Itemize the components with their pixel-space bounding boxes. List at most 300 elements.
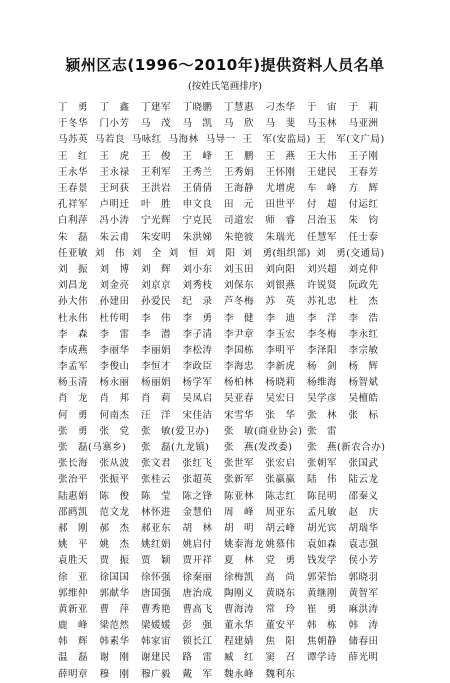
- person-name: 李 森: [58, 328, 89, 340]
- person-name: 李 伟: [141, 312, 172, 324]
- person-name: 张国武: [348, 458, 379, 470]
- person-name: 王春景: [58, 183, 89, 195]
- person-name: 魏永峰: [224, 668, 255, 680]
- person-name: 陈昆明: [307, 490, 338, 502]
- person-name: 马导一: [205, 134, 236, 146]
- person-name: 郭荣怡: [307, 571, 338, 583]
- name-row: [58, 472, 390, 488]
- person-name: 贾开祥: [182, 555, 213, 567]
- name-row: [58, 408, 390, 424]
- person-name: 唐国强: [141, 587, 172, 599]
- name-row: [58, 310, 390, 326]
- person-name: 陈之锋: [182, 490, 213, 502]
- person-name: 申文良: [182, 199, 213, 211]
- person-name: 侯小芳: [348, 555, 379, 567]
- person-name: 于冬华: [58, 118, 89, 130]
- name-row: [58, 650, 390, 666]
- name-row: [58, 132, 390, 148]
- person-name: 肖 龙: [58, 393, 89, 405]
- name-row: [58, 213, 390, 229]
- person-name: 马若良: [94, 134, 125, 146]
- person-name: 张长海: [58, 458, 89, 470]
- person-name: 苏 英: [265, 296, 296, 308]
- person-name: 杨晓莉: [265, 377, 296, 389]
- person-name: 袁胜天: [58, 555, 89, 567]
- person-name: 王 鹏: [224, 150, 255, 162]
- person-name: 魏利东: [265, 668, 296, 680]
- person-name: 陈 俊: [99, 490, 130, 502]
- person-name: 马 茂: [141, 118, 172, 130]
- person-name: 马海林: [168, 134, 199, 146]
- person-name: 高 尚: [265, 571, 296, 583]
- person-name: 夏 林: [224, 555, 255, 567]
- person-name: 王 军(安监局): [242, 134, 311, 146]
- person-name: 刘向阳: [265, 263, 296, 275]
- person-name: 任士泰: [348, 231, 379, 243]
- person-name: 王海静: [224, 183, 255, 195]
- person-name: 郝 杰: [99, 522, 130, 534]
- person-name: 常 玲: [265, 603, 296, 615]
- person-name: 袁志强: [348, 539, 379, 551]
- person-name: 王 虎: [99, 150, 130, 162]
- name-row: [58, 618, 390, 634]
- person-name: 彭 强: [182, 620, 213, 632]
- person-name: 谢 刚: [99, 652, 130, 664]
- person-name: 朱 磊: [58, 231, 89, 243]
- name-row: [58, 537, 390, 553]
- person-name: 薛明章: [58, 668, 89, 680]
- person-name: 王永禄: [99, 166, 130, 178]
- person-name: 朱安明: [141, 231, 172, 243]
- name-row: [58, 165, 390, 181]
- name-row: [58, 553, 390, 569]
- person-name: 张 勇: [58, 425, 89, 437]
- person-name: 司道宏: [224, 215, 255, 227]
- person-name: 汪 洋: [141, 409, 172, 421]
- person-name: 马 欣: [224, 118, 255, 130]
- person-name: 丁建军: [141, 102, 172, 114]
- person-name: 周亚东: [265, 506, 296, 518]
- name-row: [58, 327, 390, 343]
- person-name: 徐梅凯: [224, 571, 255, 583]
- person-name: 孟凡敏: [307, 506, 338, 518]
- person-name: 马咏红: [131, 134, 162, 146]
- person-name: 付 超: [307, 199, 338, 211]
- person-name: 肖 莉: [141, 393, 172, 405]
- person-name: 林怀进: [141, 506, 172, 518]
- person-name: 张 标: [348, 409, 379, 421]
- person-name: 徐秦丽: [182, 571, 213, 583]
- person-name: 吴檀皓: [348, 393, 379, 405]
- person-name: 臧 红: [224, 652, 255, 664]
- person-name: 丁慧惠: [224, 102, 255, 114]
- name-row: [58, 149, 390, 165]
- person-name: 韩 辉: [58, 636, 89, 648]
- person-name: 杨柏林: [224, 377, 255, 389]
- person-name: 曹 萍: [99, 603, 130, 615]
- person-name: 胡瑞华: [348, 522, 379, 534]
- person-name: 张红飞: [182, 458, 213, 470]
- person-name: 方 辉: [348, 183, 379, 195]
- person-name: 宋雪华: [224, 409, 255, 421]
- person-name: 刘保东: [224, 280, 255, 292]
- person-name: 胡 明: [224, 522, 255, 534]
- person-name: 刘昌龙: [58, 280, 89, 292]
- person-name: 焦朝静: [307, 636, 338, 648]
- person-name: 董安平: [265, 620, 296, 632]
- person-name: 杨丽娟: [141, 377, 172, 389]
- person-name: 张超英: [182, 474, 213, 486]
- person-name: 张世军: [224, 458, 255, 470]
- page-title: 颍州区志(1996～2010年)提供资料人员名单: [65, 56, 385, 74]
- person-name: 张治平: [58, 474, 89, 486]
- person-name: 杨 辉: [348, 361, 379, 373]
- person-name: 朱 钧: [348, 215, 379, 227]
- person-name: 胡 林: [182, 522, 213, 534]
- person-name: 任亚敏: [58, 247, 89, 259]
- person-name: 杜永伟: [58, 312, 89, 324]
- name-row: [58, 391, 390, 407]
- person-name: 张桂云: [141, 474, 172, 486]
- person-name: 袁如森: [307, 539, 338, 551]
- person-name: 杨玉清: [58, 377, 89, 389]
- person-name: 韩素华: [99, 636, 130, 648]
- person-name: 田世平: [265, 199, 296, 211]
- person-name: 王利军: [141, 166, 172, 178]
- person-name: 孔祥军: [58, 199, 89, 211]
- person-name: 孙建田: [99, 296, 130, 308]
- person-name: 鹿 峰: [58, 620, 89, 632]
- person-name: 丁 勇: [58, 102, 89, 114]
- name-row: [58, 197, 390, 213]
- person-name: 卢明迁: [99, 199, 130, 211]
- person-name: 刘 勇(组织部): [242, 247, 311, 259]
- person-name: 王子刚: [348, 150, 379, 162]
- person-name: 李松涛: [182, 344, 213, 356]
- person-name: 丁 鑫: [99, 102, 130, 114]
- person-name: 张振平: [99, 474, 130, 486]
- person-name: 温 磊: [58, 652, 89, 664]
- person-name: 刘 阳: [205, 247, 236, 259]
- name-row: [58, 489, 390, 505]
- person-name: 张 磊(马寨乡): [58, 442, 127, 454]
- person-name: 郭献华: [99, 587, 130, 599]
- person-name: 储春田: [348, 636, 379, 648]
- person-name: 李丽娟: [141, 344, 172, 356]
- person-name: 陈亚林: [224, 490, 255, 502]
- person-name: 姚 平: [58, 539, 89, 551]
- person-name: 张 敏(商业协会): [224, 425, 303, 437]
- person-name: 何 勇: [58, 409, 89, 421]
- person-name: 韩 栋: [307, 620, 338, 632]
- name-list: [58, 100, 390, 683]
- person-name: 王洪岩: [141, 183, 172, 195]
- person-name: 谭学诗: [307, 652, 338, 664]
- person-name: 李玉宏: [265, 328, 296, 340]
- person-name: 李俊山: [99, 361, 130, 373]
- person-name: 刘 恒: [168, 247, 199, 259]
- person-name: 张朝军: [307, 458, 338, 470]
- person-name: 吕治玉: [307, 215, 338, 227]
- person-name: 于 宙: [307, 102, 338, 114]
- person-name: 许锐贤: [307, 280, 338, 292]
- person-name: 刘 全: [131, 247, 162, 259]
- person-name: 刘克仲: [348, 263, 379, 275]
- person-name: 李永红: [348, 328, 379, 340]
- person-name: 邵鸥凯: [58, 506, 89, 518]
- person-name: 周 峰: [224, 506, 255, 518]
- name-row: [58, 440, 390, 456]
- person-name: 张 燕(发改委): [224, 442, 293, 454]
- person-name: 李 雷: [99, 328, 130, 340]
- person-name: 王珂获: [99, 183, 130, 195]
- person-name: 陶刚义: [224, 587, 255, 599]
- person-name: 宁克民: [182, 215, 213, 227]
- name-row: [58, 359, 390, 375]
- person-name: 吴宏日: [265, 393, 296, 405]
- person-name: 李国栋: [224, 344, 255, 356]
- person-name: 范文龙: [99, 506, 130, 518]
- person-name: 杨 剑: [307, 361, 338, 373]
- person-name: 白利萍: [58, 215, 89, 227]
- person-name: 焦 阳: [265, 636, 296, 648]
- person-name: 曹高飞: [182, 603, 213, 615]
- person-name: 徐国国: [99, 571, 130, 583]
- person-name: 陆 伟: [307, 474, 338, 486]
- person-name: 芦冬梅: [224, 296, 255, 308]
- person-name: 李 勇: [182, 312, 213, 324]
- person-name: 刘秀枝: [182, 280, 213, 292]
- name-row: [58, 602, 390, 618]
- person-name: 李尹章: [224, 328, 255, 340]
- person-name: 崔 勇: [307, 603, 338, 615]
- person-name: 贾 颖: [141, 555, 172, 567]
- person-name: 邵秦义: [348, 490, 379, 502]
- person-name: 梁范然: [99, 620, 130, 632]
- person-name: 刘京京: [141, 280, 172, 292]
- person-name: 王春芳: [348, 166, 379, 178]
- person-name: 李成燕: [58, 344, 89, 356]
- person-name: 朱云甫: [99, 231, 130, 243]
- person-name: 程建婧: [224, 636, 255, 648]
- person-name: 胡光宾: [307, 522, 338, 534]
- person-name: 戴 军: [182, 668, 213, 680]
- person-name: 党 勇: [265, 555, 296, 567]
- person-name: 韩 涛: [348, 620, 379, 632]
- person-name: 师 睿: [265, 215, 296, 227]
- person-name: 黄智军: [348, 587, 379, 599]
- person-name: 韩家宙: [141, 636, 172, 648]
- person-name: 张 林: [307, 409, 338, 421]
- person-name: 张 雷: [307, 425, 338, 437]
- person-name: 郝亚东: [141, 522, 172, 534]
- person-name: 麻洪涛: [348, 603, 379, 615]
- person-name: 李 潜: [141, 328, 172, 340]
- person-name: 何南杰: [99, 409, 130, 421]
- person-name: 刘 勇(交通局): [316, 247, 385, 259]
- person-name: 李 迪: [265, 312, 296, 324]
- name-row: [58, 456, 390, 472]
- person-name: 姚 杰: [99, 539, 130, 551]
- person-name: 杨永丽: [99, 377, 130, 389]
- name-row: [58, 667, 390, 683]
- person-name: 钱发学: [307, 555, 338, 567]
- person-name: 杜 杰: [348, 296, 379, 308]
- person-name: 张 敏(爱卫办): [141, 425, 210, 437]
- person-name: 张嬴嬴: [265, 474, 296, 486]
- person-name: 曹秀艳: [141, 603, 172, 615]
- name-row: [58, 246, 390, 262]
- person-name: 陆云龙: [348, 474, 379, 486]
- person-name: 陈 莹: [141, 490, 172, 502]
- person-name: 李新虎: [265, 361, 296, 373]
- person-name: 马 斐: [265, 118, 296, 130]
- person-name: 张宏启: [265, 458, 296, 470]
- person-name: 黄晓东: [265, 587, 296, 599]
- person-name: 宋佳洁: [182, 409, 213, 421]
- person-name: 杨学军: [182, 377, 213, 389]
- person-name: 曹海涛: [224, 603, 255, 615]
- page-subtitle: (按姓氏笔画排序): [188, 81, 262, 92]
- person-name: 黄新亚: [58, 603, 89, 615]
- person-name: 杨智斌: [348, 377, 379, 389]
- person-name: 阮政先: [348, 280, 379, 292]
- person-name: 徐 亚: [58, 571, 89, 583]
- person-name: 王 俊: [141, 150, 172, 162]
- person-name: 姚泰海龙: [224, 539, 265, 551]
- person-name: 李宗敏: [348, 344, 379, 356]
- name-row: [58, 116, 390, 132]
- name-row: [58, 100, 390, 116]
- person-name: 王永华: [58, 166, 89, 178]
- person-name: 王 峰: [182, 150, 213, 162]
- person-name: 苏礼忠: [307, 296, 338, 308]
- person-name: 金慧伯: [182, 506, 213, 518]
- person-name: 姚启付: [182, 539, 213, 551]
- person-name: 锁长江: [182, 636, 213, 648]
- person-name: 田 元: [224, 199, 255, 211]
- person-name: 刘小东: [182, 263, 213, 275]
- name-row: [58, 424, 390, 440]
- person-name: 孙爱民: [141, 296, 172, 308]
- person-name: 姚红娟: [141, 539, 172, 551]
- person-name: 薛光明: [348, 652, 379, 664]
- person-name: 马苏英: [58, 134, 89, 146]
- name-row: [58, 569, 390, 585]
- person-name: 付运红: [348, 199, 379, 211]
- name-row: [58, 343, 390, 359]
- person-name: 吴凤启: [182, 393, 213, 405]
- person-name: 郝 刚: [58, 522, 89, 534]
- person-name: 杜传明: [99, 312, 130, 324]
- person-name: 马玉林: [307, 118, 338, 130]
- person-name: 王 燕: [265, 150, 296, 162]
- name-row: [58, 278, 390, 294]
- person-name: 冯小涛: [99, 215, 130, 227]
- person-name: 张 燕(新农合办): [307, 442, 386, 454]
- person-name: 刘兴超: [307, 263, 338, 275]
- person-name: 吴亚春: [224, 393, 255, 405]
- person-name: 陆惠娟: [58, 490, 89, 502]
- person-name: 李 浩: [348, 312, 379, 324]
- person-name: 李泽阳: [307, 344, 338, 356]
- person-name: 窦 召: [265, 652, 296, 664]
- person-name: 刘 博: [99, 263, 130, 275]
- person-name: 李冬梅: [307, 328, 338, 340]
- person-name: 刁杰华: [265, 102, 296, 114]
- person-name: 王倩倩: [182, 183, 213, 195]
- person-name: 肖 邦: [99, 393, 130, 405]
- person-name: 宁光辉: [141, 215, 172, 227]
- person-name: 张 党: [99, 425, 130, 437]
- person-name: 王 红: [58, 150, 89, 162]
- person-name: 于 莉: [348, 102, 379, 114]
- person-name: 刘玉田: [224, 263, 255, 275]
- person-name: 丁晓鹏: [182, 102, 213, 114]
- name-row: [58, 521, 390, 537]
- name-row: [58, 634, 390, 650]
- person-name: 王建民: [307, 166, 338, 178]
- person-name: 郭晓羽: [348, 571, 379, 583]
- person-name: 李 健: [224, 312, 255, 324]
- person-name: 马亚洲: [348, 118, 379, 130]
- person-name: 刘银燕: [265, 280, 296, 292]
- name-row: [58, 586, 390, 602]
- person-name: 胡云峰: [265, 522, 296, 534]
- person-name: 朱瑞光: [265, 231, 296, 243]
- person-name: 穆广毅: [141, 668, 172, 680]
- person-name: 张新军: [224, 474, 255, 486]
- person-name: 王秀娟: [224, 166, 255, 178]
- person-name: 杨维海: [307, 377, 338, 389]
- person-name: 王怀刚: [265, 166, 296, 178]
- person-name: 李丽华: [99, 344, 130, 356]
- person-name: 车 峰: [307, 183, 338, 195]
- person-name: 张 华: [265, 409, 296, 421]
- person-name: 任慧军: [307, 231, 338, 243]
- name-row: [58, 262, 390, 278]
- person-name: 孙大伟: [58, 296, 89, 308]
- person-name: 唐治成: [182, 587, 213, 599]
- person-name: 路 雷: [182, 652, 213, 664]
- person-name: 王秀兰: [182, 166, 213, 178]
- name-row: [58, 375, 390, 391]
- person-name: 刘 振: [58, 263, 89, 275]
- person-name: 刘金亮: [99, 280, 130, 292]
- person-name: 张 磊(九龙镇): [141, 442, 210, 454]
- person-name: 穆 刚: [99, 668, 130, 680]
- person-name: 门小芳: [99, 118, 130, 130]
- person-name: 纪 录: [182, 296, 213, 308]
- person-name: 朱洪娣: [182, 231, 213, 243]
- person-name: 王 军(文广局): [316, 134, 385, 146]
- person-name: 刘 辉: [141, 263, 172, 275]
- name-row: [58, 294, 390, 310]
- person-name: 尤增虎: [265, 183, 296, 195]
- person-name: 董永华: [224, 620, 255, 632]
- person-name: 姚慕伟: [265, 539, 296, 551]
- person-name: 马 凯: [182, 118, 213, 130]
- person-name: 李明平: [265, 344, 296, 356]
- person-name: 郭维仲: [58, 587, 89, 599]
- person-name: 赵 庆: [348, 506, 379, 518]
- person-name: 朱艳彼: [224, 231, 255, 243]
- person-name: 陈志红: [265, 490, 296, 502]
- person-name: 张从波: [99, 458, 130, 470]
- person-name: 李 洋: [307, 312, 338, 324]
- person-name: 梁媛媛: [141, 620, 172, 632]
- person-name: 吴学彦: [307, 393, 338, 405]
